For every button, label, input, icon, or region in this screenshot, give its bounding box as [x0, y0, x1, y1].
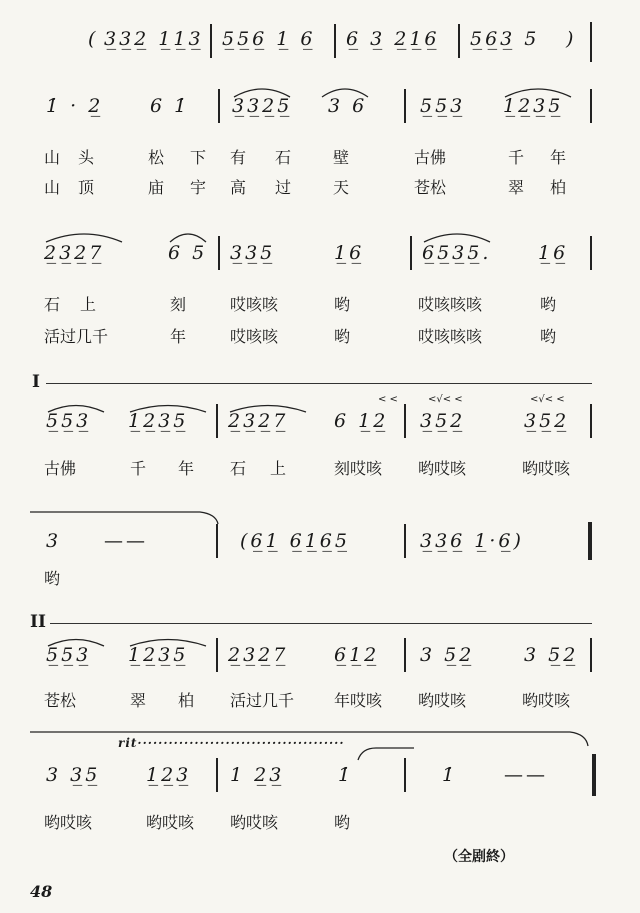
lyric: 山: [44, 178, 61, 197]
lyric: 哎咳咳咳: [418, 327, 483, 346]
section-2: [0, 612, 640, 732]
measure-2: 6 1̇: [150, 95, 190, 117]
lyric: 哟: [334, 813, 351, 832]
intro-measure-1: 3̲3̲2̲ 1̲1̲3̲: [104, 28, 204, 50]
section-1: [0, 372, 640, 492]
accent-marks: <√< <: [530, 394, 565, 405]
measure-4: 1̲6̲: [334, 242, 365, 264]
intro-open-paren: (: [88, 28, 99, 50]
barline: [334, 24, 336, 58]
lyric: 天: [333, 178, 350, 197]
measure-3: 3̲3̲5̲: [230, 242, 276, 264]
lyric: 哟: [44, 569, 61, 588]
lyric: 山: [44, 148, 61, 167]
barline: [216, 638, 218, 672]
lyric: 哟: [540, 327, 557, 346]
lyric: 柏: [178, 691, 195, 710]
measure-4: 6̲1̲2̲: [334, 644, 380, 666]
measure-5: 3 5̲2̲: [420, 644, 475, 666]
measure-6: 1̲2̲3̲5̲: [503, 95, 564, 117]
lyric: 苍松: [44, 691, 77, 710]
lyric: 柏: [550, 178, 567, 197]
page-number: 48: [30, 882, 53, 901]
lyric: 古佛: [414, 148, 447, 167]
measure-2: 6 5: [168, 242, 208, 264]
measure-4: 6 1̲2̲: [334, 410, 389, 432]
score-line-4: [0, 510, 640, 590]
measure-3: 2̲3̲2̲7̲: [228, 410, 289, 432]
barline: [590, 89, 592, 123]
tie: [30, 510, 220, 524]
measure-3: 3̲3̲6̲ 1̲·6̲): [420, 530, 524, 552]
volta-line: [46, 383, 592, 384]
barline: [458, 24, 460, 58]
measure-5: 6̲5̲3̲5̲.: [422, 242, 492, 264]
lyric: 哟哎咳: [522, 459, 571, 478]
measure-2: 1̲2̲3̲5̲: [128, 410, 189, 432]
measure-3: 2̲3̲2̲7̲: [228, 644, 289, 666]
lyric: 苍松: [414, 178, 447, 197]
score-line-2: [0, 230, 640, 350]
measure-6: 1̲6̲: [538, 242, 569, 264]
final-barline: [588, 522, 592, 560]
lyric: 千: [508, 148, 525, 167]
barline: [404, 404, 406, 438]
lyric: 千: [130, 459, 147, 478]
barline: [590, 638, 592, 672]
sustain-dash: ——: [104, 530, 148, 552]
lyric: 顶: [78, 178, 95, 197]
lyric: 下: [190, 148, 207, 167]
lyric: 哎咳咳: [230, 327, 279, 346]
ritardando-mark: rit········································: [118, 736, 345, 750]
lyric: 过: [275, 178, 292, 197]
lyric: 上: [80, 295, 97, 314]
measure-2: (6̲1̲ 6̲1̲6̲5̲: [240, 530, 350, 552]
barline: [590, 404, 592, 438]
final-barline: [592, 754, 596, 796]
barline: [590, 22, 592, 62]
lyric: 哟哎咳: [146, 813, 195, 832]
measure-4: 1̇: [338, 764, 354, 786]
lyric: 哟哎咳: [230, 813, 279, 832]
measure-1: 1̇ · 2̲: [46, 95, 104, 117]
lyric: 刻哎咳: [334, 459, 383, 478]
lyric: 年: [170, 327, 187, 346]
lyric: 古佛: [44, 459, 77, 478]
accent-marks: <√< <: [428, 394, 463, 405]
measure-1: 3: [46, 530, 62, 552]
lyric: 翠: [130, 691, 147, 710]
accent-marks: < <: [378, 394, 398, 405]
barline: [404, 638, 406, 672]
intro-measure-4: 5̲6̲3̲ 5: [470, 28, 540, 50]
section-label: I: [32, 372, 40, 392]
lyric: 高: [230, 178, 247, 197]
measure-5: 5̲5̲3̲: [420, 95, 466, 117]
barline: [210, 24, 212, 58]
measure-1: 3 3̲5̲: [46, 764, 101, 786]
lyric: 石: [44, 295, 61, 314]
intro-close-paren: ): [566, 28, 577, 50]
intro-line: [0, 22, 640, 62]
lyric: 石: [275, 148, 292, 167]
score-line-6: [0, 728, 640, 838]
tie: [356, 746, 416, 760]
measure-2: 1̲2̲3̲5̲: [128, 644, 189, 666]
measure-4: 3 6: [328, 95, 368, 117]
measure-5: 3̲5̲2̲: [420, 410, 466, 432]
measure-1: 2̲3̲2̲7̲: [44, 242, 105, 264]
intro-measure-3: 6̲ 3̲ 2̲1̲6̲: [346, 28, 440, 50]
score-line-1: [0, 85, 640, 205]
lyric: 年: [550, 148, 567, 167]
lyric: 活过几千: [44, 327, 109, 346]
intro-measure-2: 5̲5̲6̲ 1̲ 6̲: [222, 28, 316, 50]
measure-1: 5̲5̲3̲: [46, 644, 92, 666]
barline: [218, 236, 220, 270]
lyric: 活过几千: [230, 691, 295, 710]
barline: [404, 524, 406, 558]
barline: [404, 758, 406, 792]
lyric: 壁: [333, 148, 350, 167]
lyric: 哟哎咳: [44, 813, 93, 832]
measure-2: 1̲2̲3̲: [146, 764, 192, 786]
barline: [216, 758, 218, 792]
lyric: 庙: [148, 178, 165, 197]
lyric: 哟: [334, 295, 351, 314]
measure-3: 3̲3̲2̲5̲: [232, 95, 293, 117]
lyric: 年: [178, 459, 195, 478]
lyric: 松: [148, 148, 165, 167]
lyric: 年哎咳: [334, 691, 383, 710]
volta-line: [50, 623, 592, 624]
barline: [590, 236, 592, 270]
measure-5: 1̇: [442, 764, 458, 786]
barline: [216, 524, 218, 558]
end-of-play-note: （全剧終）: [444, 849, 514, 865]
measure-1: 5̲5̲3̲: [46, 410, 92, 432]
lyric: 哟: [334, 327, 351, 346]
barline: [218, 89, 220, 123]
lyric: 头: [78, 148, 95, 167]
lyric: 哟哎咳: [522, 691, 571, 710]
lyric: 刻: [170, 295, 187, 314]
lyric: 有: [230, 148, 247, 167]
lyric: 哎咳咳咳: [418, 295, 483, 314]
measure-6: 3̲5̲2̲: [524, 410, 570, 432]
lyric: 石: [230, 459, 247, 478]
lyric: 宇: [190, 178, 207, 197]
lyric: 哎咳咳: [230, 295, 279, 314]
barline: [410, 236, 412, 270]
barline: [404, 89, 406, 123]
section-label: II: [30, 612, 46, 632]
sustain-dash: ——: [504, 764, 548, 786]
barline: [216, 404, 218, 438]
lyric: 哟: [540, 295, 557, 314]
measure-6: 3 5̲2̲: [524, 644, 579, 666]
measure-3: 1 2̲3̲: [230, 764, 285, 786]
lyric: 翠: [508, 178, 525, 197]
lyric: 上: [270, 459, 287, 478]
lyric: 哟哎咳: [418, 691, 467, 710]
lyric: 哟哎咳: [418, 459, 467, 478]
